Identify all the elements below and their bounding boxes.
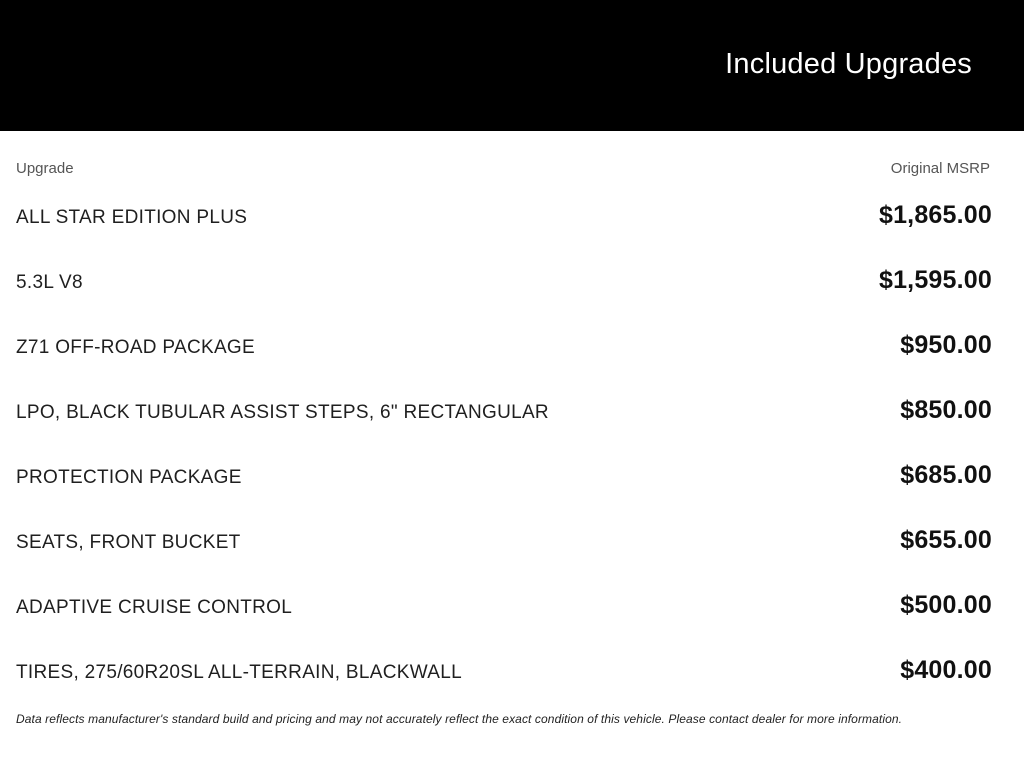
column-headers — [16, 160, 990, 180]
page-title: Included Upgrades — [725, 48, 972, 80]
upgrade-name: ADAPTIVE CRUISE CONTROL — [16, 597, 293, 618]
upgrade-price: $1,595.00 — [878, 266, 992, 294]
upgrade-name: Z71 OFF-ROAD PACKAGE — [16, 337, 255, 358]
upgrade-name: 5.3L V8 — [16, 272, 83, 293]
upgrade-price: $400.00 — [900, 656, 992, 684]
upgrade-row — [16, 653, 992, 718]
column-header-upgrade: Upgrade — [16, 160, 74, 177]
upgrade-row — [16, 458, 992, 523]
upgrade-row — [16, 523, 992, 588]
disclaimer-text: Data reflects manufacturer's standard build and pricing and may not accurately reflect the exact condition of this vehicle. Please contact dealer for more information. — [16, 712, 903, 726]
upgrades-list — [16, 198, 992, 718]
upgrade-row — [16, 328, 992, 393]
upgrade-price: $685.00 — [900, 461, 992, 489]
upgrade-price: $500.00 — [900, 591, 992, 619]
upgrade-row — [16, 198, 992, 263]
upgrade-row — [16, 263, 992, 328]
upgrade-name: TIRES, 275/60R20SL ALL-TERRAIN, BLACKWALL — [16, 662, 462, 683]
upgrade-name: SEATS, FRONT BUCKET — [16, 532, 241, 553]
upgrade-row — [16, 588, 992, 653]
header-bar — [0, 0, 1024, 131]
upgrade-name: ALL STAR EDITION PLUS — [16, 207, 248, 228]
upgrade-price: $850.00 — [900, 396, 992, 424]
upgrade-price: $950.00 — [900, 331, 992, 359]
upgrade-name: PROTECTION PACKAGE — [16, 467, 242, 488]
upgrade-price: $655.00 — [900, 526, 992, 554]
upgrade-price: $1,865.00 — [878, 201, 992, 229]
upgrade-name: LPO, BLACK TUBULAR ASSIST STEPS, 6" RECTANGULAR — [16, 402, 549, 423]
column-header-msrp: Original MSRP — [890, 160, 990, 177]
upgrade-row — [16, 393, 992, 458]
